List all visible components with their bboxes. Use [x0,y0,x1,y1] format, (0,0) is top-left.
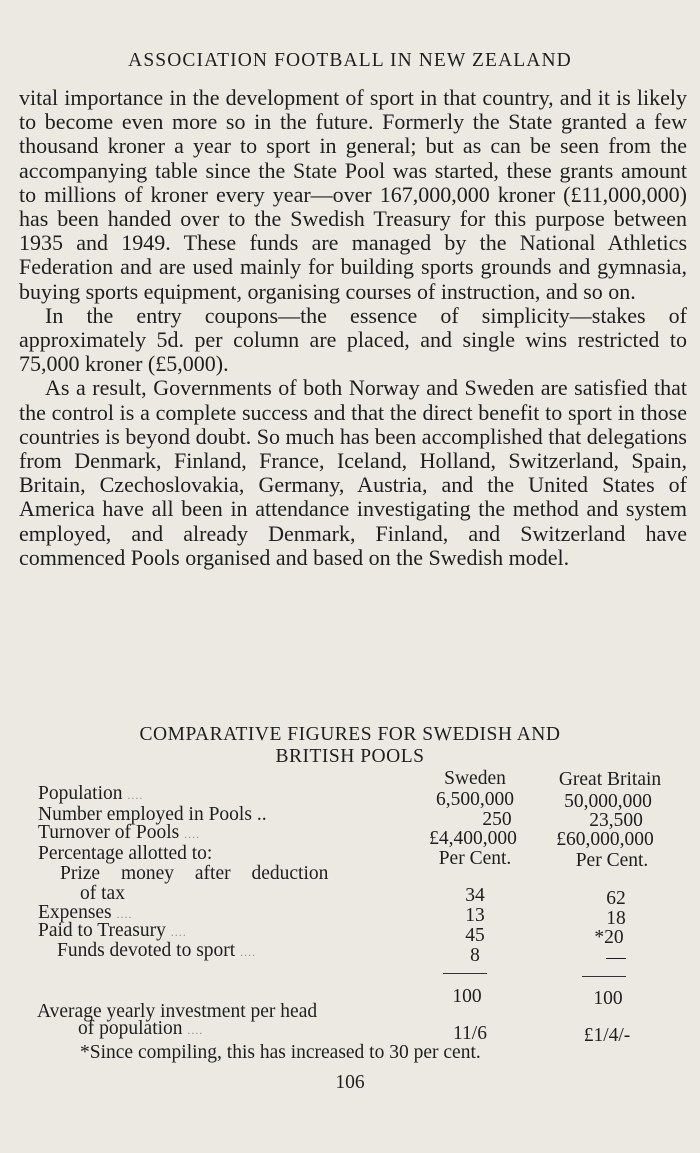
paragraph-2: In the entry coupons—the essence of simplicity—stakes of approximately 5d. per column are placed, and single wins restricted to 75,000 kroner (£5,000). [19,302,687,377]
cell-treasury-sweden: 45 [465,925,485,946]
sum-rule-britain [582,976,626,977]
row-label-average: Average yearly investment per head [37,1001,318,1022]
cell-expenses-sweden: 13 [465,905,485,926]
running-header: ASSOCIATION FOOTBALL IN NEW ZEALAND [128,50,572,71]
cell-percentage-britain: Per Cent. [575,850,649,871]
table-title-line-2: BRITISH POOLS [275,746,425,767]
column-header-sweden: Sweden [444,768,506,789]
cell-turnover-sweden: £4,400,000 [429,828,517,849]
cell-employed-britain: 23,500 [589,810,643,831]
cell-population-sweden: 6,500,000 [436,789,514,810]
page-number: 106 [335,1072,365,1093]
cell-average-sweden: 11/6 [453,1023,487,1044]
cell-total-sweden: 100 [452,986,482,1007]
sum-rule-sweden [443,973,487,974]
cell-treasury-britain: *20 [594,927,624,948]
paragraph-1: vital importance in the development of sport in that country, and it is likely to become even more so in the future. Formerly the State granted a few thousand kroner a year to sport in general; but as can be seen from the accompanying table since the State Pool was started, these grants amount to millions of kroner every year—over 167,000,000 kroner (£11,000,000) has been handed over to the Swedish Treasury for this purpose between 1935 and 1949. These funds are managed by the National Athletics Federation and are used mainly for building sports grounds and gymnasia, buying sports equipment, organising courses of instruction, and so on. [19,85,687,304]
paragraph-3: As a result, Governments of both Norway and Sweden are satisfied that the control is a complete success and that the direct benefit to sport in those countries is beyond doubt. So much has been accomplished that delegations from Denmark, Finland, France, Iceland, Holland, Switzerland, Spain, Britain, Czechoslovakia, Germany, Austria, and the United States of America have all been in attendance investigating the method and system employed, and already Denmark, Finland, and Switzerland have commenced Pools organised and based on the Swedish model. [19,375,687,570]
cell-average-britain: £1/4/- [583,1025,631,1046]
row-label-funds: Funds devoted to sport .... [57,940,257,961]
cell-turnover-britain: £60,000,000 [556,829,654,850]
cell-prize-britain: 62 [606,888,626,909]
table-title [0,724,700,768]
cell-percentage-sweden: Per Cent. [438,848,512,869]
body-text [19,86,687,570]
row-label-average-cont: of population .... [78,1018,204,1039]
row-label-population: Population .... [38,783,144,804]
cell-funds-sweden: 8 [470,945,480,966]
table-title-line-1: COMPARATIVE FIGURES FOR SWEDISH AND [139,724,561,745]
row-label-prize: Prize money after deduction [60,863,329,884]
cell-prize-sweden: 34 [465,885,485,906]
row-label-percentage: Percentage allotted to: [38,843,213,864]
cell-total-britain: 100 [593,988,623,1009]
cell-funds-britain: — [606,947,626,968]
row-label-turnover: Turnover of Pools .... [38,822,201,843]
table-footnote: *Since compiling, this has increased to 30 per cent. [80,1042,481,1063]
cell-population-britain: 50,000,000 [564,791,652,812]
row-label-treasury: Paid to Treasury .... [38,920,187,941]
cell-expenses-britain: 18 [606,908,626,929]
cell-employed-sweden: 250 [482,809,512,830]
row-label-prize-cont: of tax [80,883,125,904]
row-label-employed: Number employed in Pools .. [38,804,267,825]
row-label-expenses: Expenses .... [38,902,133,923]
column-header-great-britain: Great Britain [558,769,662,790]
